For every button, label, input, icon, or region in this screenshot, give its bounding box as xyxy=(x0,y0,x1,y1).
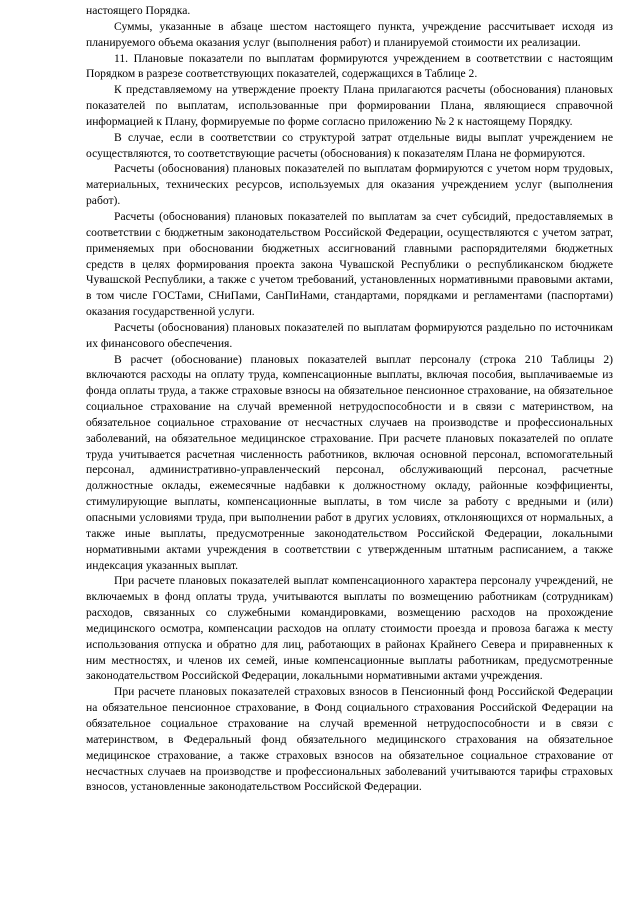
paragraph-insurance-contributions: При расчете плановых показателей страховых взносов в Пенсионный фонд Российской Федерации на обязательное пенсионное страхование, в Фонд социального страхования Российской Федерации на обязательное социальное страхование на случай временной нетрудоспособности и в связи с материнством, в Федеральный фонд обязательного медицинского страхования на обязательное медицинское страхование, а также страховых взносов на обязательное социальное страхование от несчастных случаев на производстве и профессиональных заболеваний учитываются тарифы страховых взносов, установленные законодательством Российской Федерации. xyxy=(86,685,613,794)
paragraph-sums-calculation: Суммы, указанные в абзаце шестом настоящего пункта, учреждение рассчитывает исходя из планируемого объема оказания услуг (выполнения работ) и планируемой стоимости их реализации. xyxy=(86,19,613,49)
paragraph-compensation-payments: При расчете плановых показателей выплат компенсационного характера персоналу учреждений, не включаемых в фонд оплаты труда, учитываются выплаты по возмещению работникам (сотрудникам) расходов, связанных со служебными командировками, возмещению расходов на прохождение медицинского осмотра, компенсации расходов на оплату стоимости проезда и провоза багажа к месту использования отпуска и обратно для лиц, работающих в районах Крайнего Севера и приравненных к ним местностях, и членов их семей, иные компенсационные выплаты работникам, предусмотренные законодательством Российской Федерации, локальными нормативными актами учреждения. xyxy=(86,574,613,683)
paragraph-item-11: 11. Плановые показатели по выплатам формируются учреждением в соответствии с настоящим Порядком в разрезе соответствующих показателей, содержащихся в Таблице 2. xyxy=(86,51,613,81)
paragraph-no-payments-case: В случае, если в соответствии со структурой затрат отдельные виды выплат учреждением не осуществляются, то соответствующие расчеты (обоснования) к показателям Плана не формируются. xyxy=(86,130,613,160)
paragraph-resource-norms: Расчеты (обоснования) плановых показателей по выплатам формируются с учетом норм трудовых, материальных, технических ресурсов, используемых для оказания учреждением услуг (выполнения работ). xyxy=(86,162,613,208)
paragraph-continuation: настоящего Порядка. xyxy=(86,4,191,17)
document-page xyxy=(86,3,613,795)
paragraph-funding-sources: Расчеты (обоснования) плановых показателей по выплатам формируются раздельно по источникам их финансового обеспечения. xyxy=(86,320,613,350)
paragraph-staff-payments: В расчет (обоснование) плановых показателей выплат персоналу (строка 210 Таблицы 2) включаются расходы на оплату труда, компенсационные выплаты, включая пособия, выплачиваемые из фонда оплаты труда, а также страховые взносы на обязательное пенсионное страхование, на обязательное социальное страхование на случай временной нетрудоспособности и в связи с материнством, на обязательное социальное страхование от несчастных случаев на производстве и профессиональных заболеваний, на обязательное медицинское страхование. При расчете плановых показателей по оплате труда учитывается расчетная численность работников, включая основной персонал, вспомогательный персонал, административно-управленческий персонал, обслуживающий персонал, расчетные должностные оклады, ежемесячные надбавки к должностному окладу, районные коэффициенты, стимулирующие выплаты, компенсационные выплаты, в том числе за работу с вредными и (или) опасными условиями труда, при выполнении работ в других условиях, отклоняющихся от нормальных, а также иные выплаты, предусмотренные законодательством Российской Федерации, локальными нормативными актами учреждения в соответствии с утвержденным штатным расписанием, а также индексация указанных выплат. xyxy=(86,352,613,572)
paragraph-plan-attachments: К представляемому на утверждение проекту Плана прилагаются расчеты (обоснования) плановых показателей по выплатам, использованные при формировании Плана, являющиеся справочной информацией к Плану, формируемые по форме согласно приложению № 2 к настоящему Порядку. xyxy=(86,83,613,128)
paragraph-subsidy-calculations: Расчеты (обоснования) плановых показателей по выплатам за счет субсидий, предоставляемых в соответствии с бюджетным законодательством Российской Федерации, осуществляются с учетом затрат, применяемых при обосновании бюджетных ассигнований главными распорядителями бюджетных средств в целях формирования проекта закона Чувашской Республики о республиканском бюджете Чувашской Республики, а также с учетом требований, установленных нормативными правовыми актами, в том числе ГОСТами, СНиПами, СанПиНами, стандартами, порядками и регламентами (паспортами) оказания государственной услуги. xyxy=(86,209,613,319)
